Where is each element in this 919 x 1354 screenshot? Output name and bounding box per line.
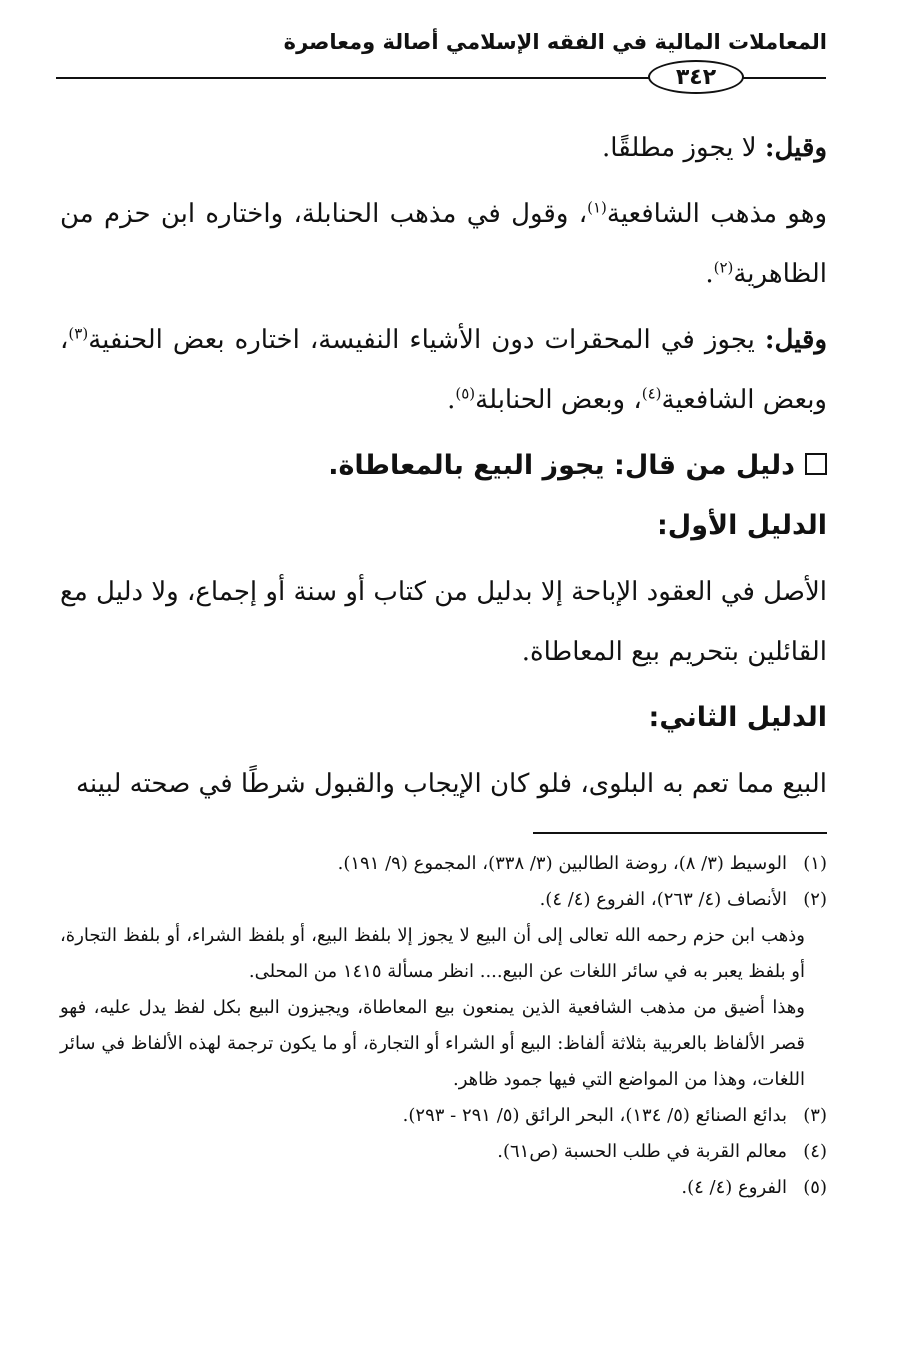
section-heading-text: دليل من قال: يجوز البيع بالمعاطاة. bbox=[328, 450, 795, 481]
footnote-5 bbox=[60, 1170, 827, 1206]
footnotes bbox=[60, 846, 827, 1206]
running-title: المعاملات المالية في الفقه الإسلامي أصالة ومعاصرة bbox=[283, 30, 827, 54]
footnote-text: بدائع الصنائع (٥/ ١٣٤)، البحر الرائق (٥/ ٢٩١ - ٢٩٣). bbox=[402, 1105, 787, 1126]
footnote-number: (٤) bbox=[803, 1141, 827, 1162]
footnote-ref-4[interactable]: (٤) bbox=[641, 384, 662, 403]
evidence-1-text: الأصل في العقود الإباحة إلا بدليل من كتاب أو سنة أو إجماع، ولا دليل مع القائلين بتحريم بيع المعاطاة. bbox=[60, 577, 827, 667]
footnote-ref-1[interactable]: (١) bbox=[587, 198, 607, 217]
footnote-2 bbox=[60, 882, 827, 918]
footnote-text: الوسيط (٣/ ٨)، روضة الطالبين (٣/ ٣٣٨)، المجموع (٩/ ١٩١). bbox=[337, 853, 787, 874]
footnote-text: الفروع (٤/ ٤). bbox=[681, 1177, 787, 1198]
footnote-ref-3[interactable]: (٣) bbox=[68, 324, 89, 343]
footnote-1 bbox=[60, 846, 827, 882]
footnote-number: (٣) bbox=[803, 1105, 827, 1126]
opinion-label: وقيل: bbox=[764, 133, 827, 163]
main-text bbox=[60, 118, 827, 814]
text-run: وهو مذهب الشافعية bbox=[606, 199, 828, 229]
evidence-2-heading: الدليل الثاني: bbox=[648, 702, 827, 733]
footnote-ref-2[interactable]: (٢) bbox=[713, 258, 734, 277]
text-run: ، وبعض الحنابلة bbox=[475, 385, 642, 415]
evidence-2-text: البيع مما تعم به البلوى، فلو كان الإيجاب والقبول شرطًا في صحته لبينه bbox=[75, 769, 827, 799]
footnote-number: (٢) bbox=[803, 889, 827, 910]
footnote-4 bbox=[60, 1134, 827, 1170]
footnote-number: (٥) bbox=[803, 1177, 827, 1198]
footnote-ref-5[interactable]: (٥) bbox=[455, 384, 476, 403]
checkbox-icon bbox=[805, 453, 827, 475]
footnote-separator bbox=[533, 832, 827, 834]
footnote-2-continuation: وذهب ابن حزم رحمه الله تعالى إلى أن البيع لا يجوز إلا بلفظ البيع، أو بلفظ الشراء، أو بلفظ التجارة، أو بلفظ يعبر به في سائر اللغات عن البيع.... انظر مسألة ١٤١٥ من المحلى. bbox=[60, 925, 805, 982]
footnote-3 bbox=[60, 1098, 827, 1134]
text-run: ، وقول في مذهب الحنابلة، واختاره ابن حزم من الظاهرية bbox=[60, 199, 827, 289]
paragraph-opinion-2 bbox=[60, 310, 827, 430]
text-run: يجوز في المحقرات دون الأشياء النفيسة، اختاره بعض الحنفية bbox=[88, 325, 765, 355]
page-number-badge bbox=[648, 60, 744, 94]
opinion-label: وقيل: bbox=[764, 325, 827, 355]
page-number: ٣٤٢ bbox=[675, 64, 717, 90]
footnote-number: (١) bbox=[803, 853, 827, 874]
footnote-text: معالم القربة في طلب الحسبة (ص٦١). bbox=[497, 1141, 787, 1162]
text-run: . bbox=[447, 385, 456, 415]
section-heading bbox=[60, 436, 827, 496]
text-run: ، وبعض الشافعية bbox=[60, 325, 827, 415]
footnote-2-continuation: وهذا أضيق من مذهب الشافعية الذين يمنعون بيع المعاطاة، ويجيزون البيع بكل لفظ يدل عليه، فهو قصر الألفاظ بالعربية بثلاثة ألفاظ: البيع أو الشراء أو التجارة، أو ما يكون ترجمة لهذه الألفاظ في سائر اللغات، وهذا من المواضع التي فيها جمود ظاهر. bbox=[60, 997, 805, 1090]
footnote-text: الأنصاف (٤/ ٢٦٣)، الفروع (٤/ ٤). bbox=[539, 889, 787, 910]
text-run: . bbox=[705, 259, 714, 289]
opinion-text: لا يجوز مطلقًا. bbox=[602, 133, 765, 163]
paragraph-opinion-1-sources bbox=[60, 184, 827, 304]
paragraph-opinion-1 bbox=[60, 118, 827, 178]
evidence-1-heading: الدليل الأول: bbox=[656, 510, 827, 541]
